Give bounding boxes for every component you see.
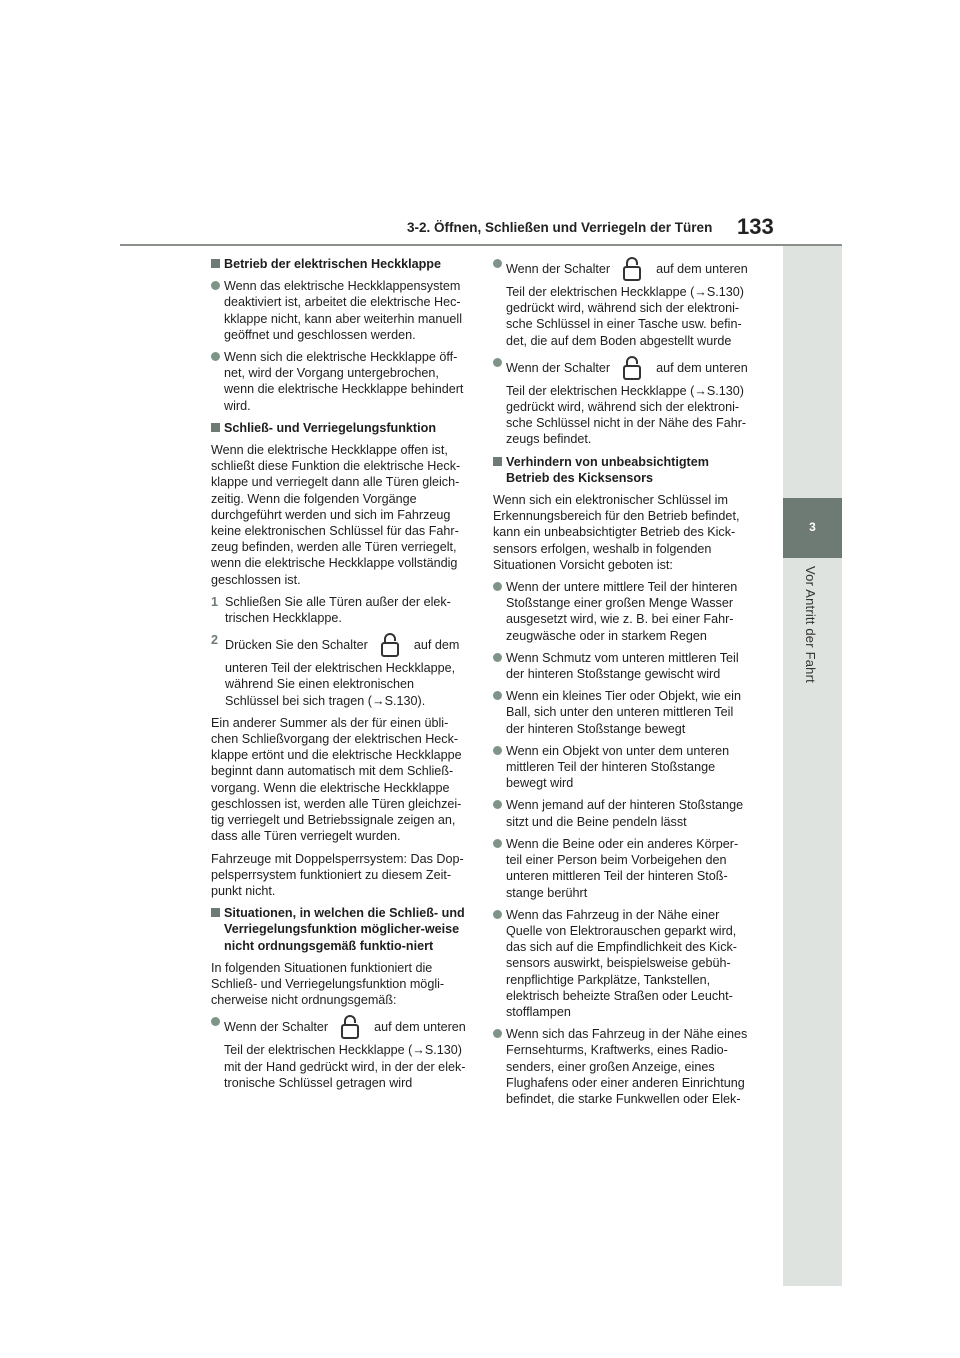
bullet-text: Wenn Schmutz vom unteren mittleren Teil der hinteren Stoßstange gewischt wird	[506, 650, 739, 682]
bullet-text: Teil der elektrischen Heckklappe (→S.130) gedrückt wird, während sich der elektroni-sche Schlüssel in einer Tasche usw. befin-det, die auf dem Boden abgestellt wurde	[506, 285, 744, 348]
paragraph: In folgenden Situationen funktioniert die Schließ- und Verriegelungsfunktion mögli-cherweise nicht ordnungsgemäß:	[211, 960, 445, 1008]
step-item	[211, 594, 467, 626]
paragraph: Fahrzeuge mit Doppelsperrsystem: Das Dop-pelsperrsystem funktioniert zu diesem Zeit-punkt nicht.	[211, 851, 464, 898]
circle-icon	[493, 653, 502, 662]
heading-text: Situationen, in welchen die Schließ- und Verriegelungsfunktion möglicher-weise nicht ordnungsgemäß funktio-niert	[224, 906, 465, 953]
circle-icon	[493, 691, 502, 700]
bullet-item	[493, 907, 749, 1020]
right-column	[493, 256, 749, 1113]
heading-text: Betrieb der elektrischen Heckklappe	[224, 257, 441, 271]
chapter-label: Vor Antritt der Fahrt	[803, 566, 818, 683]
circle-icon	[211, 1017, 220, 1026]
lock-icon	[622, 355, 642, 381]
bullet-text: auf dem unteren	[374, 1020, 466, 1035]
paragraph: Ein anderer Summer als der für einen übli-chen Schließvorgang der elektrischen Heck-klappe ertönt und die elektrische Heckklappe beginnt dann automatisch mit dem Schließ-vorgang. Wenn die elektrische Heckklappe geschlossen ist, werden alle Türen gleichzei-tig verriegelt und Betriebssignale zeigen an, dass alle Türen verriegelt wurden.	[211, 715, 462, 844]
circle-icon	[493, 746, 502, 755]
bullet-text: auf dem unteren	[656, 261, 748, 276]
circle-icon	[493, 910, 502, 919]
bullet-text: Wenn sich das Fahrzeug in der Nähe eines Fernsehturms, Kraftwerks, eines Radio-senders, einer großen Anzeige, eines Flughafens oder einer anderen Einrichtung befindet, die starke Funkwellen oder Elek-	[506, 1027, 748, 1106]
heading	[211, 256, 467, 272]
lock-icon	[622, 256, 642, 282]
circle-icon	[493, 800, 502, 809]
square-icon	[211, 908, 220, 917]
left-column	[211, 256, 467, 1097]
bullet-text: Wenn das Fahrzeug in der Nähe einer Quelle von Elektrorauschen geparkt wird, das sich auf die Empfindlichkeit des Kick-sensors auswirkt, beispielsweise gebüh-renpflichtige Parkplätze, Tankstellen, elektrisch beheizte Straßen oder Leucht-stofflampen	[506, 907, 737, 1019]
circle-icon	[211, 281, 220, 290]
bullet-item	[493, 797, 749, 829]
bullet-text: Wenn ein Objekt von unter dem unteren mittleren Teil der hinteren Stoßstange bewegt wird	[506, 743, 730, 791]
bullet-text: Wenn der untere mittlere Teil der hinteren Stoßstange einer großen Menge Wasser ausgesetzt wird, wie z. B. bei einer Fahr-zeugwäsche oder in starkem Regen	[506, 580, 738, 643]
step-item	[211, 632, 467, 709]
heading	[493, 454, 749, 486]
circle-icon	[493, 1029, 502, 1038]
chapter-number: 3	[809, 520, 816, 534]
heading-text: Schließ- und Verriegelungsfunktion	[224, 420, 437, 435]
bullet-item	[493, 579, 749, 644]
bullet-text: Teil der elektrischen Heckklappe (→S.130) gedrückt wird, während sich der elektroni-sche Schlüssel nicht in der Nähe des Fahr-zeugs befindet.	[506, 383, 747, 447]
bullet-text: Wenn der Schalter	[506, 261, 611, 276]
bullet-item	[211, 278, 467, 343]
circle-icon	[493, 259, 502, 268]
bullet-text: Wenn der Schalter	[224, 1020, 329, 1035]
square-icon	[493, 457, 502, 466]
step-text: Drücken Sie den Schalter	[225, 638, 368, 653]
side-tab-bar	[783, 246, 842, 1286]
bullet-item	[493, 836, 749, 901]
square-icon	[211, 423, 220, 432]
page-number: 133	[737, 214, 774, 239]
bullet-item	[211, 1014, 467, 1091]
bullet-text: Wenn der Schalter	[506, 360, 611, 375]
bullet-item	[211, 349, 467, 414]
lock-icon	[380, 632, 400, 658]
bullet-text: Wenn ein kleines Tier oder Objekt, wie ein Ball, sich unter den unteren mittleren Teil der hinteren Stoßstange bewegt	[506, 689, 741, 736]
step-text: auf dem	[413, 638, 460, 653]
circle-icon	[493, 582, 502, 591]
header-rule	[120, 244, 842, 246]
step-number: 1	[211, 594, 219, 609]
bullet-item	[493, 256, 749, 349]
bullet-item	[493, 355, 749, 448]
heading	[211, 420, 467, 436]
step-number: 2	[211, 633, 219, 648]
bullet-text: Wenn sich die elektrische Heckklappe öff-net, wird der Vorgang untergebrochen, wenn die elektrische Heckklappe behindert wird.	[224, 350, 464, 413]
heading-text: Verhindern von unbeabsichtigtem Betrieb des Kicksensors	[506, 454, 709, 485]
circle-icon	[493, 358, 502, 367]
bullet-text: Wenn die Beine oder ein anderes Körper-teil einer Person beim Vorbeigehen den unteren mittleren Teil der hinteren Stoß-stange berührt	[506, 836, 739, 900]
circle-icon	[493, 839, 502, 848]
square-icon	[211, 259, 220, 268]
lock-icon	[340, 1014, 360, 1040]
bullet-item	[493, 688, 749, 737]
step-text: unteren Teil der elektrischen Heckklappe, während Sie einen elektronischen Schlüssel bei sich tragen (→S.130).	[225, 661, 456, 708]
section-title: 3-2. Öffnen, Schließen und Verriegeln der Türen	[407, 220, 713, 235]
bullet-text: Wenn jemand auf der hinteren Stoßstange sitzt und die Beine pendeln lässt	[506, 798, 744, 829]
bullet-text: Wenn das elektrische Heckklappensystem deaktiviert ist, arbeitet die elektrische Hec-kklappe nicht, kann aber weiterhin manuell geöffnet und geschlossen werden.	[224, 279, 463, 342]
circle-icon	[211, 352, 220, 361]
step-text: Schließen Sie alle Türen außer der elek-trischen Heckklappe.	[225, 594, 451, 626]
paragraph: Wenn die elektrische Heckklappe offen ist, schließt diese Funktion die elektrische Heck-klappe und verriegelt dann alle Türen gleich-zeitig. Wenn die folgenden Vorgänge durchgeführt werden und sich im Fahrzeug keine elektronischen Schlüssel für das Fahr-zeug befinden, werden alle Türen verriegelt, wenn die elektrische Heckklappe vollständig geschlossen ist.	[211, 443, 461, 587]
paragraph: Wenn sich ein elektronischer Schlüssel im Erkennungsbereich für den Betrieb befindet, kann ein unbeabsichtigter Betrieb des Kick-sensors erfolgen, weshalb in folgenden Situationen Vorsicht geboten ist:	[493, 493, 740, 572]
heading	[211, 905, 467, 954]
bullet-item	[493, 650, 749, 682]
bullet-item	[493, 743, 749, 792]
bullet-text: Teil der elektrischen Heckklappe (→S.130) mit der Hand gedrückt wird, in der der elek-tronische Schlüssel getragen wird	[224, 1043, 466, 1090]
bullet-item	[493, 1026, 749, 1107]
bullet-text: auf dem unteren	[656, 360, 748, 375]
